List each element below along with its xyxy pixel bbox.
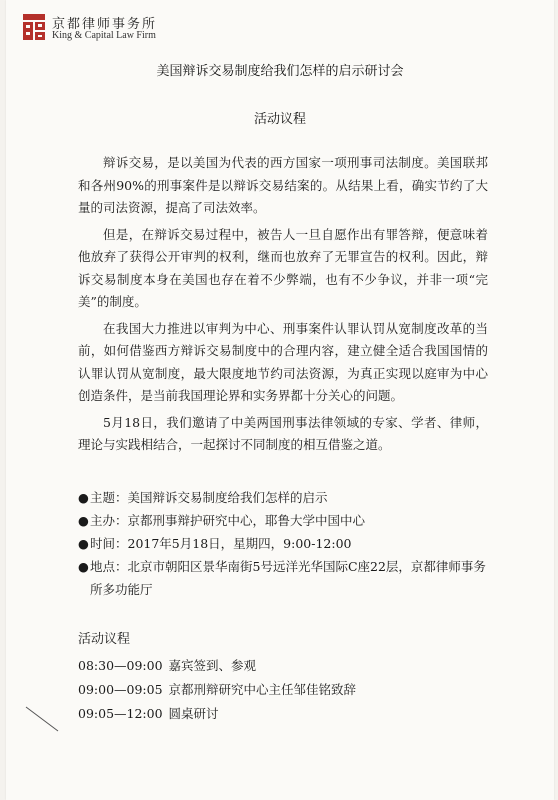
document-page <box>6 0 554 800</box>
paragraph: 5月18日，我们邀请了中美两国刑事法律领域的专家、学者、律师，理论与实践相结合，一起探讨不同制度的相互借鉴之道。 <box>78 414 488 452</box>
paragraph: 但是，在辩诉交易过程中，被告人一旦自愿作出有罪答辩，便意味着他放弃了获得公开审判的权利，继而也放弃了无罪宣告的权利。因此，辩诉交易制度本身在美国也存在着不少弊端，也有不少争议，并非一项“完美”的制度。 <box>78 226 488 309</box>
agenda-item <box>78 654 478 678</box>
agenda-time: 09:00—09:05 <box>78 682 163 697</box>
bullet-icon: ● <box>78 559 89 574</box>
info-text: 地点：北京市朝阳区景华南街5号远洋光华国际C座22层，京都律师事务所多功能厅 <box>90 559 486 597</box>
bullet-icon: ● <box>78 513 89 528</box>
agenda-heading: 活动议程 <box>78 632 131 647</box>
agenda-list <box>78 654 478 726</box>
agenda-event: 圆桌研讨 <box>168 706 219 721</box>
letterhead <box>22 12 222 46</box>
seal-logo-icon <box>22 12 46 42</box>
info-text: 时间：2017年5月18日，星期四，9:00-12:00 <box>90 536 352 551</box>
bullet-icon: ● <box>78 490 89 505</box>
agenda-item <box>78 678 478 702</box>
agenda-time: 08:30—09:00 <box>78 658 163 673</box>
agenda-event: 京都刑辩研究中心主任邹佳铭致辞 <box>168 682 357 697</box>
paragraph: 在我国大力推进以审判为中心、刑事案件认罪认罚从宽制度改革的当前，如何借鉴西方辩诉交易制度中的合理内容，建立健全适合我国国情的认罪认罚从宽制度，最大限度地节约司法资源，为真正实现以庭审为中心创造条件，是当前我国理论界和实务界都十分关心的问题。 <box>78 320 488 403</box>
agenda-time: 09:05—12:00 <box>78 706 163 721</box>
document-title: 美国辩诉交易制度给我们怎样的启示研讨会 <box>156 64 404 79</box>
info-text: 主办：京都刑事辩护研究中心，耶鲁大学中国中心 <box>90 513 366 528</box>
agenda-item <box>78 702 478 726</box>
info-item-host <box>78 509 498 532</box>
document-subtitle: 活动议程 <box>253 112 306 127</box>
paragraph: 辩诉交易，是以美国为代表的西方国家一项刑事司法制度。美国联邦和各州90%的刑事案件是以辩诉交易结案的。从结果上看，确实节约了大量的司法资源，提高了司法效率。 <box>78 155 488 215</box>
agenda-event: 嘉宾签到、参观 <box>168 658 257 673</box>
bullet-icon: ● <box>78 536 89 551</box>
event-info-list <box>78 486 498 601</box>
info-item-location <box>78 555 498 601</box>
pen-mark <box>24 705 64 739</box>
body-paragraphs <box>78 152 488 461</box>
firm-name-cn: 京都律师事务所 <box>52 17 158 32</box>
info-item-time <box>78 532 498 555</box>
info-text: 主题：美国辩诉交易制度给我们怎样的启示 <box>90 490 328 505</box>
info-item-topic <box>78 486 498 509</box>
firm-name-en: King & Capital Law Firm <box>52 30 156 41</box>
